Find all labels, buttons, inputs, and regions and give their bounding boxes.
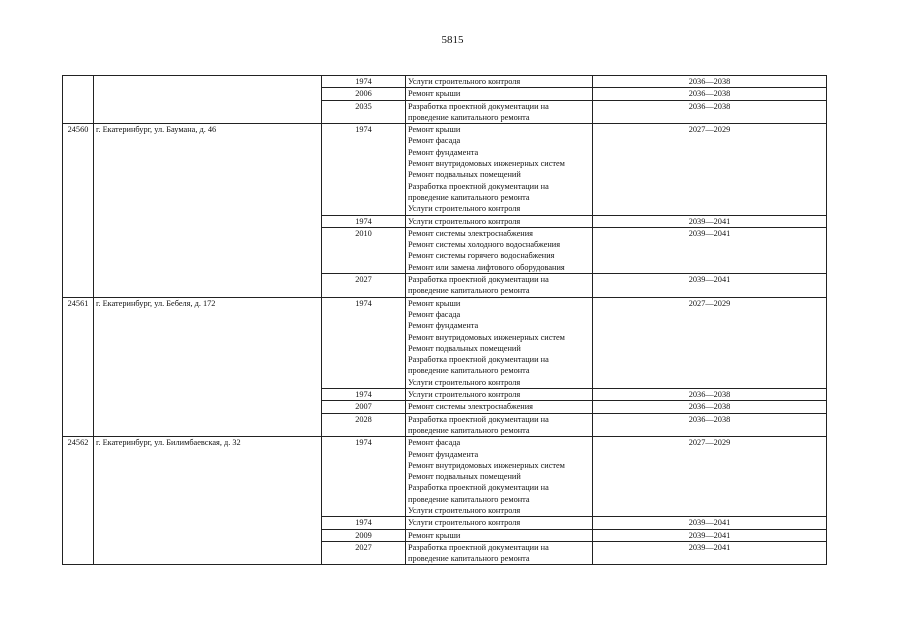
year-cell: 2007 — [322, 401, 406, 413]
work-item: Ремонт системы холодного водоснабжения — [408, 240, 561, 250]
work-item: Ремонт внутридомовых инженерных систем — [408, 159, 565, 169]
year-cell: 2010 — [322, 227, 406, 273]
page-number: 5815 — [441, 34, 464, 46]
work-item: Ремонт крыши — [408, 125, 461, 135]
work-item: Ремонт внутридомовых инженерных систем — [408, 460, 565, 470]
works-cell — [406, 274, 593, 298]
works-cell — [406, 76, 593, 88]
period-cell: 2036—2038 — [593, 88, 827, 100]
work-item: проведение капитального ремонта — [408, 425, 530, 435]
work-item: Ремонт крыши — [408, 298, 461, 308]
works-cell — [406, 100, 593, 124]
work-item: Ремонт фундамента — [408, 147, 479, 157]
works-cell — [406, 88, 593, 100]
building-number-cell: 24560 — [63, 124, 94, 297]
works-cell — [406, 529, 593, 541]
work-item: Ремонт или замена лифтового оборудования — [408, 262, 565, 272]
work-item: Разработка проектной документации на — [408, 101, 549, 111]
work-item: проведение капитального ремонта — [408, 286, 530, 296]
works-cell — [406, 389, 593, 401]
building-number-cell — [63, 76, 94, 124]
work-item: проведение капитального ремонта — [408, 366, 530, 376]
work-item: Услуги строительного контроля — [408, 216, 521, 226]
building-number-cell: 24561 — [63, 297, 94, 437]
table-row — [63, 437, 827, 517]
work-item: проведение капитального ремонта — [408, 192, 530, 202]
works-cell — [406, 541, 593, 565]
work-item: Услуги строительного контроля — [408, 505, 521, 515]
year-cell: 1974 — [322, 517, 406, 529]
work-item: Ремонт фасада — [408, 136, 461, 146]
period-cell: 2036—2038 — [593, 413, 827, 437]
year-cell: 1974 — [322, 437, 406, 517]
table-row — [63, 76, 827, 88]
work-item: проведение капитального ремонта — [408, 494, 530, 504]
address-cell: г. Екатеринбург, ул. Билимбаевская, д. 32 — [94, 437, 322, 565]
work-item: Услуги строительного контроля — [408, 390, 521, 400]
work-item: Разработка проектной документации на — [408, 275, 549, 285]
work-item: Разработка проектной документации на — [408, 414, 549, 424]
year-cell: 1974 — [322, 124, 406, 215]
work-item: проведение капитального ремонта — [408, 112, 530, 122]
work-item: Услуги строительного контроля — [408, 204, 521, 214]
period-cell: 2036—2038 — [593, 389, 827, 401]
works-cell — [406, 413, 593, 437]
work-item: Ремонт внутридомовых инженерных систем — [408, 332, 565, 342]
building-number-cell: 24562 — [63, 437, 94, 565]
works-cell — [406, 215, 593, 227]
year-cell: 1974 — [322, 76, 406, 88]
repair-schedule-table — [62, 75, 827, 565]
year-cell: 2035 — [322, 100, 406, 124]
work-item: Ремонт фасада — [408, 309, 461, 319]
work-item: Ремонт подвальных помещений — [408, 472, 521, 482]
work-item: проведение капитального ремонта — [408, 554, 530, 564]
period-cell: 2039—2041 — [593, 529, 827, 541]
table-row — [63, 297, 827, 388]
address-cell — [94, 76, 322, 124]
table-body — [63, 76, 827, 565]
work-item: Разработка проектной документации на — [408, 483, 549, 493]
period-cell: 2039—2041 — [593, 541, 827, 565]
year-cell: 1974 — [322, 297, 406, 388]
period-cell: 2027—2029 — [593, 124, 827, 215]
period-cell: 2039—2041 — [593, 227, 827, 273]
work-item: Ремонт фасада — [408, 438, 461, 448]
work-item: Ремонт фундамента — [408, 449, 479, 459]
year-cell: 2009 — [322, 529, 406, 541]
work-item: Услуги строительного контроля — [408, 77, 521, 86]
works-cell — [406, 401, 593, 413]
work-item: Ремонт крыши — [408, 530, 461, 540]
works-cell — [406, 297, 593, 388]
work-item: Ремонт системы горячего водоснабжения — [408, 251, 555, 261]
works-cell — [406, 517, 593, 529]
period-cell: 2039—2041 — [593, 274, 827, 298]
year-cell: 2028 — [322, 413, 406, 437]
period-cell: 2036—2038 — [593, 76, 827, 88]
work-item: Ремонт подвальных помещений — [408, 170, 521, 180]
work-item: Разработка проектной документации на — [408, 542, 549, 552]
work-item: Услуги строительного контроля — [408, 377, 521, 387]
work-item: Ремонт системы электроснабжения — [408, 228, 533, 238]
work-item: Ремонт системы электроснабжения — [408, 402, 533, 412]
period-cell: 2027—2029 — [593, 437, 827, 517]
period-cell: 2039—2041 — [593, 215, 827, 227]
work-item: Ремонт фундамента — [408, 321, 479, 331]
period-cell: 2036—2038 — [593, 401, 827, 413]
period-cell: 2036—2038 — [593, 100, 827, 124]
year-cell: 2006 — [322, 88, 406, 100]
address-cell: г. Екатеринбург, ул. Баумана, д. 46 — [94, 124, 322, 297]
period-cell: 2027—2029 — [593, 297, 827, 388]
work-item: Ремонт подвальных помещений — [408, 343, 521, 353]
work-item: Услуги строительного контроля — [408, 518, 521, 528]
works-cell — [406, 227, 593, 273]
year-cell: 1974 — [322, 215, 406, 227]
period-cell: 2039—2041 — [593, 517, 827, 529]
work-item: Ремонт крыши — [408, 89, 461, 99]
work-item: Разработка проектной документации на — [408, 181, 549, 191]
work-item: Разработка проектной документации на — [408, 355, 549, 365]
year-cell: 1974 — [322, 389, 406, 401]
works-cell — [406, 124, 593, 215]
table-row — [63, 124, 827, 215]
works-cell — [406, 437, 593, 517]
year-cell: 2027 — [322, 541, 406, 565]
address-cell: г. Екатеринбург, ул. Бебеля, д. 172 — [94, 297, 322, 437]
year-cell: 2027 — [322, 274, 406, 298]
